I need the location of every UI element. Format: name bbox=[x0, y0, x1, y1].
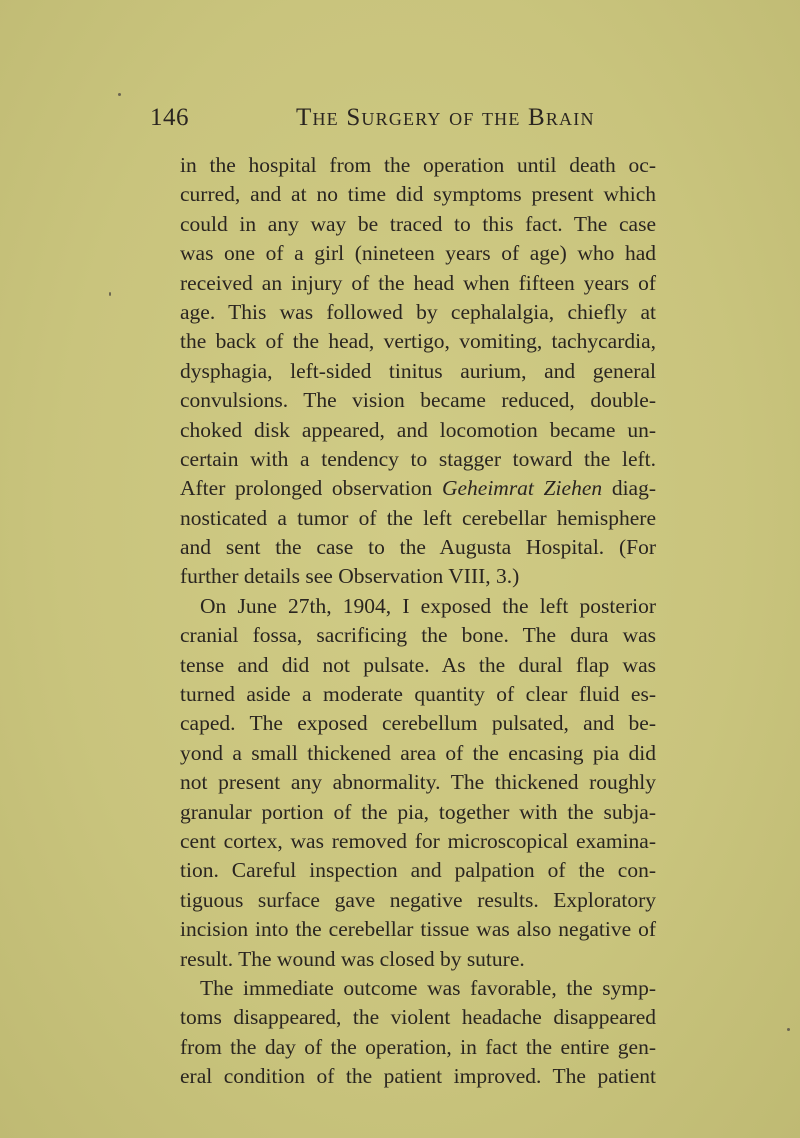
text-line: the back of the head, vertigo, vomiting, tachycardia, bbox=[180, 329, 656, 354]
italic-name: Geheimrat Ziehen bbox=[441, 476, 603, 501]
text-line: eral condition of the patient improved. The patient bbox=[180, 1064, 656, 1089]
paper-speck bbox=[118, 93, 121, 96]
text-line: incision into the cerebellar tissue was also negative of bbox=[180, 917, 656, 942]
text-line: caped. The exposed cerebellum pulsated, and be- bbox=[180, 711, 656, 736]
text-line: curred, and at no time did symptoms present which bbox=[180, 182, 656, 207]
text-line: yond a small thickened area of the encasing pia did bbox=[180, 740, 656, 765]
text-line: certain with a tendency to stagger toward the left. bbox=[180, 446, 656, 471]
body-text bbox=[180, 151, 656, 1092]
text-line: further details see Observation VIII, 3.) bbox=[180, 564, 520, 589]
text-line: cranial fossa, sacrificing the bone. The dura was bbox=[180, 623, 656, 648]
text-line: turned aside a moderate quantity of clear fluid es- bbox=[180, 682, 656, 707]
paper-speck bbox=[787, 1028, 790, 1031]
text-line: convulsions. The vision became reduced, double- bbox=[180, 388, 656, 413]
text-line: toms disappeared, the violent headache disappeared bbox=[180, 1005, 656, 1030]
text-line: in the hospital from the operation until death oc- bbox=[180, 153, 656, 177]
paper-speck bbox=[109, 292, 111, 296]
text-line: choked disk appeared, and locomotion became un- bbox=[180, 417, 656, 442]
text-line: not present any abnormality. The thickened roughly bbox=[180, 770, 656, 795]
text-line: age. This was followed by cephalalgia, chiefly at bbox=[180, 299, 656, 324]
text-line: from the day of the operation, in fact the entire gen- bbox=[180, 1034, 656, 1059]
text-line: granular portion of the pia, together with the subja- bbox=[180, 799, 656, 824]
text-line: tiguous surface gave negative results. Exploratory bbox=[180, 887, 656, 912]
page-number: 146 bbox=[150, 104, 189, 131]
text-line: The immediate outcome was favorable, the symp- bbox=[200, 975, 656, 1000]
text-line: On June 27th, 1904, I exposed the left posterior bbox=[200, 593, 656, 618]
text-line-mixed bbox=[180, 474, 656, 503]
text-line: received an injury of the head when fifteen years of bbox=[180, 270, 656, 295]
running-head bbox=[150, 104, 670, 144]
text-line: was one of a girl (nineteen years of age) who had bbox=[180, 241, 656, 266]
text-segment: After prolonged observation bbox=[180, 476, 433, 501]
running-title: The Surgery of the Brain bbox=[296, 104, 595, 131]
text-line: cent cortex, was removed for microscopical examina- bbox=[180, 828, 656, 853]
text-line: tion. Careful inspection and palpation of the con- bbox=[180, 858, 656, 883]
text-line: tense and did not pulsate. As the dural flap was bbox=[180, 652, 656, 677]
text-line: dysphagia, left-sided tinitus aurium, and general bbox=[180, 358, 656, 383]
text-segment: diag- bbox=[611, 476, 657, 501]
text-line: could in any way be traced to this fact. The case bbox=[180, 211, 656, 236]
text-line: and sent the case to the Augusta Hospital. (For bbox=[180, 535, 656, 560]
text-line: result. The wound was closed by suture. bbox=[180, 946, 525, 971]
text-line: nosticated a tumor of the left cerebellar hemisphere bbox=[180, 505, 656, 530]
